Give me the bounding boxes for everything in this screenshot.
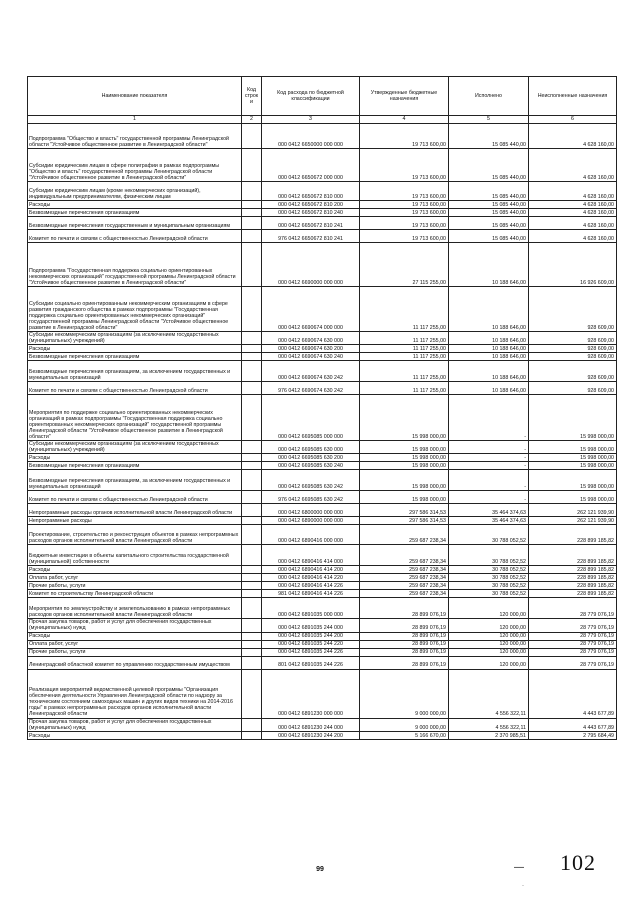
unexecuted-amount-cell: 15 998 000,00 bbox=[529, 441, 617, 454]
table-row bbox=[28, 243, 617, 287]
budget-code-cell: 000 0412 6891230 000 000 bbox=[262, 669, 360, 718]
unexecuted-amount-cell: 15 998 000,00 bbox=[529, 470, 617, 491]
dash-mark: — bbox=[514, 862, 524, 873]
indicator-name-cell: Прочая закупка товаров, работ и услуг для обеспечения государственных (муниципальных) нужд bbox=[28, 619, 242, 632]
unexecuted-amount-cell: 928 609,00 bbox=[529, 345, 617, 353]
line-code-cell bbox=[242, 491, 262, 504]
unexecuted-amount-cell: 16 926 609,00 bbox=[529, 243, 617, 287]
indicator-name-cell: Безвозмездные перечисления организациям, за исключением государственных и муниципальных организаций bbox=[28, 470, 242, 491]
line-code-cell bbox=[242, 517, 262, 525]
unexecuted-amount-cell: 228 899 185,82 bbox=[529, 566, 617, 574]
table-row bbox=[28, 332, 617, 345]
executed-amount-cell: 15 085 440,00 bbox=[449, 230, 529, 243]
approved-amount-cell: 28 899 076,19 bbox=[360, 648, 449, 656]
indicator-name-cell: Непрограммные расходы органов исполнительной власти Ленинградской области bbox=[28, 504, 242, 517]
approved-amount-cell: 28 899 076,19 bbox=[360, 632, 449, 640]
indicator-name-cell: Расходы bbox=[28, 566, 242, 574]
unexecuted-amount-cell: 4 628 160,00 bbox=[529, 124, 617, 149]
approved-amount-cell: 19 713 600,00 bbox=[360, 217, 449, 230]
executed-amount-cell: - bbox=[449, 454, 529, 462]
col-number: 4 bbox=[360, 116, 449, 124]
budget-code-cell: 000 0412 6890416 414 220 bbox=[262, 574, 360, 582]
line-code-cell bbox=[242, 217, 262, 230]
table-row bbox=[28, 545, 617, 566]
table-row bbox=[28, 470, 617, 491]
header-unexecuted: Неисполненные назначения bbox=[529, 77, 617, 116]
executed-amount-cell: 10 188 646,00 bbox=[449, 345, 529, 353]
indicator-name-cell: Комитет по печати и связям с общественностью Ленинградской области bbox=[28, 382, 242, 395]
indicator-name-cell: Субсидии социально ориентированным некоммерческим организациям в сфере развития гражданского общества в рамках подпрограммы "Государственная поддержка социально ориентированных некоммерческих организаций" государственной программы Ленинградской области "Устойчивое общественное развитие в Ленинградской области" bbox=[28, 287, 242, 332]
page-number: 99 bbox=[316, 866, 324, 873]
executed-amount-cell: 30 788 052,52 bbox=[449, 566, 529, 574]
indicator-name-cell: Субсидии юридическим лицам в сфере полиграфии в рамках подпрограммы "Общество и власть" государственной программы Ленинградской области "Устойчивое общественное развитие в Ленинградской области" bbox=[28, 149, 242, 182]
line-code-cell bbox=[242, 648, 262, 656]
indicator-name-cell: Подпрограмма "Общество и власть" государственной программы Ленинградской области "Устойчивое общественное развитие в Ленинградской области" bbox=[28, 124, 242, 149]
table-row bbox=[28, 217, 617, 230]
unexecuted-amount-cell: 4 628 160,00 bbox=[529, 230, 617, 243]
executed-amount-cell: 120 000,00 bbox=[449, 648, 529, 656]
budget-code-cell: 000 0412 6890416 414 226 bbox=[262, 582, 360, 590]
budget-code-cell: 000 0412 6690000 000 000 bbox=[262, 243, 360, 287]
table-row bbox=[28, 353, 617, 361]
indicator-name-cell: Безвозмездные перечисления организациям, за исключением государственных и муниципальных организаций bbox=[28, 361, 242, 382]
approved-amount-cell: 15 998 000,00 bbox=[360, 395, 449, 441]
budget-code-cell: 000 0412 6650672 810 241 bbox=[262, 217, 360, 230]
line-code-cell bbox=[242, 361, 262, 382]
approved-amount-cell: 5 166 670,00 bbox=[360, 731, 449, 739]
unexecuted-amount-cell: 2 795 684,49 bbox=[529, 731, 617, 739]
table-row bbox=[28, 182, 617, 201]
approved-amount-cell: 28 899 076,19 bbox=[360, 656, 449, 669]
unexecuted-amount-cell: 15 998 000,00 bbox=[529, 462, 617, 470]
executed-amount-cell: 15 085 440,00 bbox=[449, 217, 529, 230]
approved-amount-cell: 28 899 076,19 bbox=[360, 619, 449, 632]
executed-amount-cell: 4 556 322,11 bbox=[449, 669, 529, 718]
table-row bbox=[28, 525, 617, 545]
budget-code-cell: 000 0412 6690674 630 240 bbox=[262, 353, 360, 361]
indicator-name-cell: Прочие работы, услуги bbox=[28, 648, 242, 656]
header-name: Наименование показателя bbox=[28, 77, 242, 116]
executed-amount-cell: 35 464 374,63 bbox=[449, 504, 529, 517]
line-code-cell bbox=[242, 287, 262, 332]
executed-amount-cell: 15 085 440,00 bbox=[449, 124, 529, 149]
approved-amount-cell: 259 687 238,34 bbox=[360, 566, 449, 574]
line-code-cell bbox=[242, 718, 262, 731]
indicator-name-cell: Расходы bbox=[28, 201, 242, 209]
approved-amount-cell: 11 117 255,00 bbox=[360, 361, 449, 382]
line-code-cell bbox=[242, 124, 262, 149]
budget-code-cell: 000 0412 6650672 810 000 bbox=[262, 182, 360, 201]
budget-code-cell: 000 0412 6891035 244 000 bbox=[262, 619, 360, 632]
line-code-cell bbox=[242, 462, 262, 470]
approved-amount-cell: 19 713 600,00 bbox=[360, 124, 449, 149]
budget-code-cell: 000 0412 6890416 414 200 bbox=[262, 566, 360, 574]
executed-amount-cell: 15 085 440,00 bbox=[449, 182, 529, 201]
executed-amount-cell: 120 000,00 bbox=[449, 632, 529, 640]
approved-amount-cell: 15 998 000,00 bbox=[360, 454, 449, 462]
table-row bbox=[28, 504, 617, 517]
line-code-cell bbox=[242, 201, 262, 209]
approved-amount-cell: 15 998 000,00 bbox=[360, 462, 449, 470]
table-row bbox=[28, 395, 617, 441]
unexecuted-amount-cell: 228 899 185,82 bbox=[529, 574, 617, 582]
unexecuted-amount-cell: 15 998 000,00 bbox=[529, 395, 617, 441]
executed-amount-cell: 30 788 052,52 bbox=[449, 574, 529, 582]
budget-code-cell: 000 0412 6891035 244 226 bbox=[262, 648, 360, 656]
executed-amount-cell: 2 370 985,51 bbox=[449, 731, 529, 739]
indicator-name-cell: Комитет по печати и связям с общественностью Ленинградской области bbox=[28, 491, 242, 504]
table-row bbox=[28, 209, 617, 217]
table-row bbox=[28, 517, 617, 525]
line-code-cell bbox=[242, 574, 262, 582]
indicator-name-cell: Мероприятия по поддержке социально ориентированных некоммерческих организаций в рамках подпрограммы "Государственная поддержка социально ориентированных некоммерческих организаций" государственной программы Ленинградской области "Устойчивое общественное развитие в Ленинградской области" bbox=[28, 395, 242, 441]
line-code-cell bbox=[242, 582, 262, 590]
unexecuted-amount-cell: 4 628 160,00 bbox=[529, 149, 617, 182]
unexecuted-amount-cell: 15 998 000,00 bbox=[529, 491, 617, 504]
executed-amount-cell: 30 788 052,52 bbox=[449, 582, 529, 590]
indicator-name-cell: Бюджетные инвестиции в объекты капитального строительства государственной (муниципальной) собственности bbox=[28, 545, 242, 566]
budget-execution-table bbox=[27, 76, 617, 740]
column-number-row bbox=[28, 116, 617, 124]
line-code-cell bbox=[242, 566, 262, 574]
table-row bbox=[28, 201, 617, 209]
header-line-code: Код строк и bbox=[242, 77, 262, 116]
table-row bbox=[28, 462, 617, 470]
table-row bbox=[28, 345, 617, 353]
indicator-name-cell: Реализация мероприятий ведомственной целевой программы "Организация обеспечения деятельности Управления Ленинградской области по надзору за техническим состоянием самоходных машин и других видов техники на 2014-2016 годы" в рамках непрограммных расходов органов исполнительной власти Ленинградской области bbox=[28, 669, 242, 718]
executed-amount-cell: 10 188 646,00 bbox=[449, 353, 529, 361]
budget-code-cell: 000 0412 6891230 244 200 bbox=[262, 731, 360, 739]
header-budget-code: Код расхода по бюджетной классификации bbox=[262, 77, 360, 116]
line-code-cell bbox=[242, 590, 262, 598]
unexecuted-amount-cell: 28 779 076,19 bbox=[529, 648, 617, 656]
budget-code-cell: 000 0412 6650672 810 200 bbox=[262, 201, 360, 209]
executed-amount-cell: - bbox=[449, 395, 529, 441]
indicator-name-cell: Прочая закупка товаров, работ и услуг для обеспечения государственных (муниципальных) нужд bbox=[28, 718, 242, 731]
line-code-cell bbox=[242, 395, 262, 441]
unexecuted-amount-cell: 228 899 185,82 bbox=[529, 545, 617, 566]
budget-code-cell: 000 0412 6690674 630 000 bbox=[262, 332, 360, 345]
line-code-cell bbox=[242, 441, 262, 454]
line-code-cell bbox=[242, 230, 262, 243]
approved-amount-cell: 259 687 238,34 bbox=[360, 545, 449, 566]
budget-code-cell: 981 0412 6890416 414 226 bbox=[262, 590, 360, 598]
line-code-cell bbox=[242, 669, 262, 718]
line-code-cell bbox=[242, 619, 262, 632]
indicator-name-cell: Непрограммные расходы bbox=[28, 517, 242, 525]
line-code-cell bbox=[242, 382, 262, 395]
approved-amount-cell: 11 117 255,00 bbox=[360, 345, 449, 353]
approved-amount-cell: 9 000 000,00 bbox=[360, 669, 449, 718]
executed-amount-cell: 4 556 322,11 bbox=[449, 718, 529, 731]
approved-amount-cell: 19 713 600,00 bbox=[360, 182, 449, 201]
executed-amount-cell: 120 000,00 bbox=[449, 656, 529, 669]
table-row bbox=[28, 574, 617, 582]
approved-amount-cell: 19 713 600,00 bbox=[360, 149, 449, 182]
table-row bbox=[28, 598, 617, 619]
executed-amount-cell: 10 188 646,00 bbox=[449, 361, 529, 382]
line-code-cell bbox=[242, 470, 262, 491]
report-table-container bbox=[27, 76, 616, 740]
approved-amount-cell: 259 687 238,34 bbox=[360, 574, 449, 582]
indicator-name-cell: Расходы bbox=[28, 345, 242, 353]
executed-amount-cell: 120 000,00 bbox=[449, 598, 529, 619]
line-code-cell bbox=[242, 243, 262, 287]
line-code-cell bbox=[242, 345, 262, 353]
executed-amount-cell: 35 464 374,63 bbox=[449, 517, 529, 525]
line-code-cell bbox=[242, 640, 262, 648]
executed-amount-cell: 15 085 440,00 bbox=[449, 149, 529, 182]
line-code-cell bbox=[242, 731, 262, 739]
approved-amount-cell: 27 115 255,00 bbox=[360, 243, 449, 287]
unexecuted-amount-cell: 228 899 185,82 bbox=[529, 525, 617, 545]
unexecuted-amount-cell: 4 443 677,89 bbox=[529, 718, 617, 731]
unexecuted-amount-cell: 928 609,00 bbox=[529, 361, 617, 382]
handwritten-page-stamp: 102 bbox=[560, 850, 596, 875]
unexecuted-amount-cell: 928 609,00 bbox=[529, 287, 617, 332]
indicator-name-cell: Проектирование, строительство и реконструкция объектов в рамках непрограммных расходов органов исполнительной власти Ленинградской области bbox=[28, 525, 242, 545]
unexecuted-amount-cell: 262 121 939,90 bbox=[529, 517, 617, 525]
budget-code-cell: 000 0412 6695085 630 000 bbox=[262, 441, 360, 454]
executed-amount-cell: - bbox=[449, 462, 529, 470]
executed-amount-cell: 120 000,00 bbox=[449, 640, 529, 648]
table-row bbox=[28, 632, 617, 640]
executed-amount-cell: - bbox=[449, 441, 529, 454]
unexecuted-amount-cell: 28 779 076,19 bbox=[529, 632, 617, 640]
executed-amount-cell: 30 788 052,52 bbox=[449, 590, 529, 598]
executed-amount-cell: 10 188 646,00 bbox=[449, 332, 529, 345]
approved-amount-cell: 28 899 076,19 bbox=[360, 640, 449, 648]
unexecuted-amount-cell: 4 628 160,00 bbox=[529, 182, 617, 201]
executed-amount-cell: 15 085 440,00 bbox=[449, 201, 529, 209]
budget-code-cell: 000 0412 6650672 810 240 bbox=[262, 209, 360, 217]
budget-code-cell: 000 0412 6650000 000 000 bbox=[262, 124, 360, 149]
approved-amount-cell: 11 117 255,00 bbox=[360, 332, 449, 345]
unexecuted-amount-cell: 928 609,00 bbox=[529, 332, 617, 345]
indicator-name-cell: Оплата работ, услуг bbox=[28, 640, 242, 648]
budget-code-cell: 000 0412 6890000 000 000 bbox=[262, 517, 360, 525]
table-row bbox=[28, 441, 617, 454]
table-row bbox=[28, 566, 617, 574]
approved-amount-cell: 11 117 255,00 bbox=[360, 353, 449, 361]
budget-code-cell: 000 0412 6695085 630 240 bbox=[262, 462, 360, 470]
budget-code-cell: 000 0412 6690674 630 242 bbox=[262, 361, 360, 382]
line-code-cell bbox=[242, 656, 262, 669]
table-row bbox=[28, 454, 617, 462]
header-executed: Исполнено bbox=[449, 77, 529, 116]
indicator-name-cell: Комитет по строительству Ленинградской области bbox=[28, 590, 242, 598]
approved-amount-cell: 19 713 600,00 bbox=[360, 230, 449, 243]
budget-code-cell: 976 0412 6650672 810 241 bbox=[262, 230, 360, 243]
executed-amount-cell: 30 788 052,52 bbox=[449, 525, 529, 545]
col-number: 1 bbox=[28, 116, 242, 124]
table-row bbox=[28, 718, 617, 731]
approved-amount-cell: 9 000 000,00 bbox=[360, 718, 449, 731]
budget-code-cell: 000 0412 6690674 000 000 bbox=[262, 287, 360, 332]
approved-amount-cell: 15 998 000,00 bbox=[360, 491, 449, 504]
table-row bbox=[28, 640, 617, 648]
indicator-name-cell: Безвозмездные перечисления государственным и муниципальным организациям bbox=[28, 217, 242, 230]
table-row bbox=[28, 669, 617, 718]
approved-amount-cell: 11 117 255,00 bbox=[360, 382, 449, 395]
indicator-name-cell: Комитет по печати и связям с общественностью Ленинградской области bbox=[28, 230, 242, 243]
budget-code-cell: 000 0412 6800000 000 000 bbox=[262, 504, 360, 517]
line-code-cell bbox=[242, 182, 262, 201]
indicator-name-cell: Субсидии некоммерческим организациям (за исключением государственных (муниципальных) учреждений) bbox=[28, 441, 242, 454]
executed-amount-cell: 30 788 052,52 bbox=[449, 545, 529, 566]
unexecuted-amount-cell: 928 609,00 bbox=[529, 382, 617, 395]
line-code-cell bbox=[242, 209, 262, 217]
tick-mark: · bbox=[522, 883, 524, 889]
approved-amount-cell: 259 687 238,34 bbox=[360, 525, 449, 545]
indicator-name-cell: Расходы bbox=[28, 632, 242, 640]
col-number: 3 bbox=[262, 116, 360, 124]
line-code-cell bbox=[242, 632, 262, 640]
unexecuted-amount-cell: 228 899 185,82 bbox=[529, 590, 617, 598]
executed-amount-cell: - bbox=[449, 470, 529, 491]
unexecuted-amount-cell: 28 779 076,19 bbox=[529, 640, 617, 648]
table-row bbox=[28, 656, 617, 669]
unexecuted-amount-cell: 15 998 000,00 bbox=[529, 454, 617, 462]
budget-code-cell: 000 0412 6650672 000 000 bbox=[262, 149, 360, 182]
budget-code-cell: 976 0412 6690674 630 242 bbox=[262, 382, 360, 395]
table-row bbox=[28, 361, 617, 382]
approved-amount-cell: 259 687 238,34 bbox=[360, 582, 449, 590]
executed-amount-cell: 120 000,00 bbox=[449, 619, 529, 632]
approved-amount-cell: 28 899 076,19 bbox=[360, 598, 449, 619]
budget-code-cell: 000 0412 6890416 000 000 bbox=[262, 525, 360, 545]
executed-amount-cell: 10 188 646,00 bbox=[449, 243, 529, 287]
budget-code-cell: 000 0412 6890416 414 000 bbox=[262, 545, 360, 566]
unexecuted-amount-cell: 262 121 939,90 bbox=[529, 504, 617, 517]
budget-code-cell: 000 0412 6891035 244 200 bbox=[262, 632, 360, 640]
executed-amount-cell: 10 188 646,00 bbox=[449, 287, 529, 332]
approved-amount-cell: 297 586 314,53 bbox=[360, 504, 449, 517]
table-row bbox=[28, 382, 617, 395]
table-row bbox=[28, 491, 617, 504]
indicator-name-cell: Подпрограмма "Государственная поддержка социально ориентированных некоммерческих организаций" государственной программы Ленинградской области "Устойчивое общественное развитие в Ленинградской области" bbox=[28, 243, 242, 287]
budget-code-cell: 801 0412 6891035 244 226 bbox=[262, 656, 360, 669]
approved-amount-cell: 15 998 000,00 bbox=[360, 441, 449, 454]
approved-amount-cell: 19 713 600,00 bbox=[360, 201, 449, 209]
line-code-cell bbox=[242, 454, 262, 462]
budget-code-cell: 000 0412 6695085 630 242 bbox=[262, 470, 360, 491]
executed-amount-cell: - bbox=[449, 491, 529, 504]
table-row bbox=[28, 149, 617, 182]
budget-code-cell: 000 0412 6695085 630 200 bbox=[262, 454, 360, 462]
approved-amount-cell: 297 586 314,53 bbox=[360, 517, 449, 525]
line-code-cell bbox=[242, 353, 262, 361]
header-approved: Утвержденные бюджетные назначения bbox=[360, 77, 449, 116]
line-code-cell bbox=[242, 332, 262, 345]
unexecuted-amount-cell: 28 779 076,19 bbox=[529, 656, 617, 669]
table-body bbox=[28, 124, 617, 740]
table-row bbox=[28, 590, 617, 598]
table-row bbox=[28, 124, 617, 149]
line-code-cell bbox=[242, 545, 262, 566]
executed-amount-cell: 10 188 646,00 bbox=[449, 382, 529, 395]
indicator-name-cell: Прочие работы, услуги bbox=[28, 582, 242, 590]
unexecuted-amount-cell: 28 779 076,19 bbox=[529, 619, 617, 632]
indicator-name-cell: Субсидии некоммерческим организациям (за исключением государственных (муниципальных) учреждений) bbox=[28, 332, 242, 345]
table-row bbox=[28, 619, 617, 632]
unexecuted-amount-cell: 228 899 185,82 bbox=[529, 582, 617, 590]
unexecuted-amount-cell: 4 628 160,00 bbox=[529, 209, 617, 217]
approved-amount-cell: 19 713 600,00 bbox=[360, 209, 449, 217]
budget-code-cell: 000 0412 6891035 244 220 bbox=[262, 640, 360, 648]
unexecuted-amount-cell: 4 443 677,89 bbox=[529, 669, 617, 718]
line-code-cell bbox=[242, 504, 262, 517]
indicator-name-cell: Расходы bbox=[28, 731, 242, 739]
approved-amount-cell: 15 998 000,00 bbox=[360, 470, 449, 491]
budget-code-cell: 976 0412 6695085 630 242 bbox=[262, 491, 360, 504]
col-number: 2 bbox=[242, 116, 262, 124]
indicator-name-cell: Субсидии юридическим лицам (кроме некоммерческих организаций), индивидуальным предпринимателям, физическим лицам bbox=[28, 182, 242, 201]
executed-amount-cell: 15 085 440,00 bbox=[449, 209, 529, 217]
indicator-name-cell: Безвозмездные перечисления организациям bbox=[28, 209, 242, 217]
indicator-name-cell: Безвозмездные перечисления организациям bbox=[28, 353, 242, 361]
approved-amount-cell: 259 687 238,34 bbox=[360, 590, 449, 598]
col-number: 6 bbox=[529, 116, 617, 124]
table-row bbox=[28, 287, 617, 332]
budget-code-cell: 000 0412 6891035 000 000 bbox=[262, 598, 360, 619]
table-row bbox=[28, 648, 617, 656]
table-row bbox=[28, 230, 617, 243]
table-row bbox=[28, 582, 617, 590]
unexecuted-amount-cell: 4 628 160,00 bbox=[529, 201, 617, 209]
unexecuted-amount-cell: 4 628 160,00 bbox=[529, 217, 617, 230]
line-code-cell bbox=[242, 525, 262, 545]
budget-code-cell: 000 0412 6690674 630 200 bbox=[262, 345, 360, 353]
table-row bbox=[28, 731, 617, 739]
indicator-name-cell: Мероприятия по землеустройству и землепользованию в рамках непрограммных расходов органов исполнительной власти Ленинградской области bbox=[28, 598, 242, 619]
budget-code-cell: 000 0412 6695085 000 000 bbox=[262, 395, 360, 441]
unexecuted-amount-cell: 928 609,00 bbox=[529, 353, 617, 361]
indicator-name-cell: Безвозмездные перечисления организациям bbox=[28, 462, 242, 470]
indicator-name-cell: Оплата работ, услуг bbox=[28, 574, 242, 582]
unexecuted-amount-cell: 28 779 076,19 bbox=[529, 598, 617, 619]
indicator-name-cell: Ленинградский областной комитет по управлению государственным имуществом bbox=[28, 656, 242, 669]
line-code-cell bbox=[242, 598, 262, 619]
header-row bbox=[28, 77, 617, 116]
col-number: 5 bbox=[449, 116, 529, 124]
line-code-cell bbox=[242, 149, 262, 182]
approved-amount-cell: 11 117 255,00 bbox=[360, 287, 449, 332]
indicator-name-cell: Расходы bbox=[28, 454, 242, 462]
budget-code-cell: 000 0412 6891230 244 000 bbox=[262, 718, 360, 731]
